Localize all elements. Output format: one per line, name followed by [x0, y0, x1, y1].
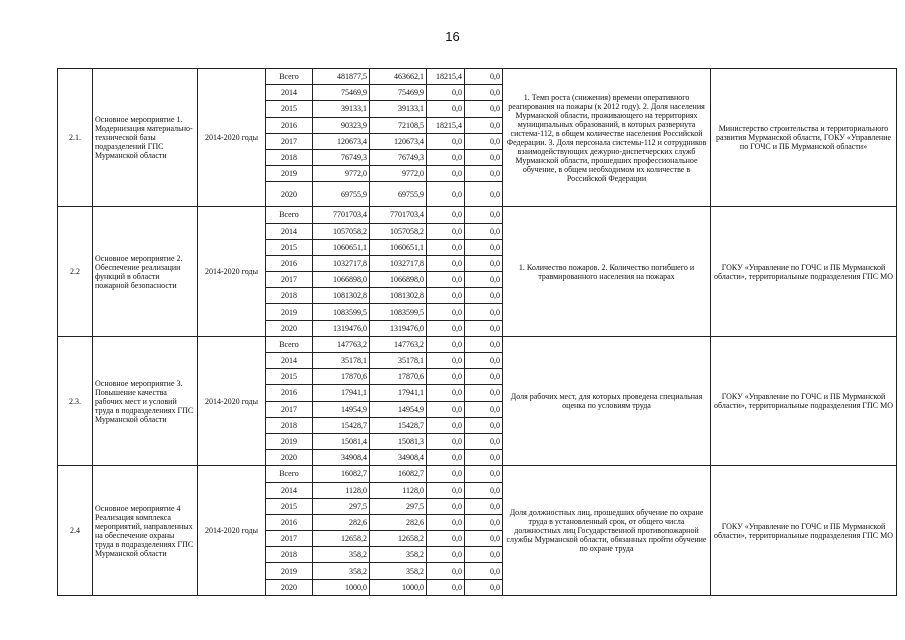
other-sources-cell: 0,0 — [465, 498, 503, 514]
total-cell: 7701703,4 — [313, 207, 370, 223]
total-cell: 15428,7 — [313, 417, 370, 433]
activity-index: 2.2 — [58, 207, 93, 337]
other-sources-cell: 0,0 — [465, 531, 503, 547]
other-sources-cell: 0,0 — [465, 563, 503, 579]
regional-budget-cell: 15428,7 — [370, 417, 427, 433]
activity-name: Основное мероприятие 1. Модернизация материально-технической базы подразделений ГПС Мурманской области — [93, 69, 198, 207]
year-cell: Всего — [266, 207, 313, 223]
regional-budget-cell: 76749,3 — [370, 149, 427, 165]
other-sources-cell: 0,0 — [465, 401, 503, 417]
total-cell: 16082,7 — [313, 466, 370, 482]
total-cell: 14954,9 — [313, 401, 370, 417]
year-cell: 2014 — [266, 482, 313, 498]
year-cell: 2018 — [266, 417, 313, 433]
total-cell: 1083599,5 — [313, 304, 370, 320]
regional-budget-cell: 1057058,2 — [370, 223, 427, 239]
year-cell: 2014 — [266, 223, 313, 239]
federal-budget-cell: 0,0 — [427, 239, 465, 255]
indicators-cell: Доля рабочих мест, для которых проведена специальная оценка по условиям труда — [503, 336, 711, 466]
year-cell: 2015 — [266, 101, 313, 117]
regional-budget-cell: 1319476,0 — [370, 320, 427, 336]
year-cell: 2019 — [266, 304, 313, 320]
other-sources-cell: 0,0 — [465, 579, 503, 595]
year-cell: Всего — [266, 69, 313, 85]
other-sources-cell: 0,0 — [465, 85, 503, 101]
activity-name: Основное мероприятие 2. Обеспечение реализации функций в области пожарной безопасности — [93, 207, 198, 337]
other-sources-cell: 0,0 — [465, 207, 503, 223]
total-cell: 15081,4 — [313, 433, 370, 449]
year-cell: 2020 — [266, 579, 313, 595]
federal-budget-cell: 0,0 — [427, 207, 465, 223]
federal-budget-cell: 0,0 — [427, 101, 465, 117]
total-cell: 1319476,0 — [313, 320, 370, 336]
table-row — [58, 466, 897, 482]
regional-budget-cell: 16082,7 — [370, 466, 427, 482]
total-cell: 39133,1 — [313, 101, 370, 117]
year-cell: 2014 — [266, 85, 313, 101]
year-cell: 2016 — [266, 117, 313, 133]
activity-period: 2014-2020 годы — [198, 336, 266, 466]
year-cell: 2018 — [266, 149, 313, 165]
year-cell: 2019 — [266, 563, 313, 579]
other-sources-cell: 0,0 — [465, 149, 503, 165]
federal-budget-cell: 0,0 — [427, 336, 465, 352]
total-cell: 1000,0 — [313, 579, 370, 595]
federal-budget-cell: 0,0 — [427, 417, 465, 433]
federal-budget-cell: 0,0 — [427, 401, 465, 417]
other-sources-cell: 0,0 — [465, 482, 503, 498]
regional-budget-cell: 120673,4 — [370, 133, 427, 149]
federal-budget-cell: 0,0 — [427, 166, 465, 182]
other-sources-cell: 0,0 — [465, 417, 503, 433]
year-cell: 2015 — [266, 498, 313, 514]
year-cell: 2020 — [266, 182, 313, 207]
federal-budget-cell: 0,0 — [427, 223, 465, 239]
year-cell: 2017 — [266, 531, 313, 547]
federal-budget-cell: 18215,4 — [427, 117, 465, 133]
page-number: 16 — [445, 29, 460, 44]
other-sources-cell: 0,0 — [465, 369, 503, 385]
total-cell: 481877,5 — [313, 69, 370, 85]
table-row — [58, 336, 897, 352]
total-cell: 90323,9 — [313, 117, 370, 133]
other-sources-cell: 0,0 — [465, 117, 503, 133]
total-cell: 1128,0 — [313, 482, 370, 498]
other-sources-cell: 0,0 — [465, 433, 503, 449]
other-sources-cell: 0,0 — [465, 166, 503, 182]
indicators-cell: 1. Темп роста (снижения) времени оперативного реагирования на пожары (к 2012 году). 2. Доля населения Мурманской области, проживающего на территориях муниципальных образований, в которых развернута система-112, в общем количестве населения Российской Федерации. 3. Доля персонала системы-112 и сотрудников взаимодействующих дежурно-диспетчерских служб Мурманской области, прошедших профессиональное обучение, в общем необходимом их количестве в Российской Федерации — [503, 69, 711, 207]
regional-budget-cell: 17941,1 — [370, 385, 427, 401]
activity-name: Основное мероприятие 4 Реализация комплекса мероприятий, направленных на обеспечение охраны труда в подразделениях ГПС Мурманской области — [93, 466, 198, 596]
table-body — [58, 69, 897, 596]
responsible-executor-cell: Министерство строительства и территориального развития Мурманской области, ГОКУ «Управление по ГОЧС и ПБ Мурманской области» — [711, 69, 897, 207]
indicators-cell: 1. Количество пожаров. 2. Количество погибшего и травмированного населения на пожарах — [503, 207, 711, 337]
year-cell: 2015 — [266, 369, 313, 385]
federal-budget-cell: 0,0 — [427, 466, 465, 482]
federal-budget-cell: 0,0 — [427, 149, 465, 165]
regional-budget-cell: 7701703,4 — [370, 207, 427, 223]
regional-budget-cell: 12658,2 — [370, 531, 427, 547]
total-cell: 297,5 — [313, 498, 370, 514]
regional-budget-cell: 358,2 — [370, 563, 427, 579]
federal-budget-cell: 0,0 — [427, 433, 465, 449]
year-cell: 2015 — [266, 239, 313, 255]
regional-budget-cell: 1083599,5 — [370, 304, 427, 320]
regional-budget-cell: 35178,1 — [370, 353, 427, 369]
federal-budget-cell: 0,0 — [427, 272, 465, 288]
table-row — [58, 69, 897, 85]
other-sources-cell: 0,0 — [465, 514, 503, 530]
total-cell: 9772,0 — [313, 166, 370, 182]
other-sources-cell: 0,0 — [465, 255, 503, 271]
regional-budget-cell: 1060651,1 — [370, 239, 427, 255]
other-sources-cell: 0,0 — [465, 304, 503, 320]
other-sources-cell: 0,0 — [465, 182, 503, 207]
federal-budget-cell: 18215,4 — [427, 69, 465, 85]
total-cell: 34908,4 — [313, 450, 370, 466]
regional-budget-cell: 15081,3 — [370, 433, 427, 449]
activity-name: Основное мероприятие 3. Повышение качества рабочих мест и условий труда в подразделениях ГПС Мурманской области — [93, 336, 198, 466]
federal-budget-cell: 0,0 — [427, 482, 465, 498]
total-cell: 75469,9 — [313, 85, 370, 101]
federal-budget-cell: 0,0 — [427, 547, 465, 563]
responsible-executor-cell: ГОКУ «Управление по ГОЧС и ПБ Мурманской области», территориальные подразделения ГПС МО — [711, 336, 897, 466]
total-cell: 282,6 — [313, 514, 370, 530]
other-sources-cell: 0,0 — [465, 336, 503, 352]
federal-budget-cell: 0,0 — [427, 450, 465, 466]
federal-budget-cell: 0,0 — [427, 320, 465, 336]
year-cell: 2018 — [266, 288, 313, 304]
federal-budget-cell: 0,0 — [427, 255, 465, 271]
other-sources-cell: 0,0 — [465, 288, 503, 304]
other-sources-cell: 0,0 — [465, 385, 503, 401]
total-cell: 147763,2 — [313, 336, 370, 352]
other-sources-cell: 0,0 — [465, 320, 503, 336]
year-cell: 2019 — [266, 166, 313, 182]
regional-budget-cell: 39133,1 — [370, 101, 427, 117]
year-cell: 2020 — [266, 320, 313, 336]
other-sources-cell: 0,0 — [465, 466, 503, 482]
other-sources-cell: 0,0 — [465, 547, 503, 563]
federal-budget-cell: 0,0 — [427, 531, 465, 547]
total-cell: 1060651,1 — [313, 239, 370, 255]
regional-budget-cell: 1081302,8 — [370, 288, 427, 304]
activity-index: 2.1. — [58, 69, 93, 207]
federal-budget-cell: 0,0 — [427, 288, 465, 304]
regional-budget-cell: 282,6 — [370, 514, 427, 530]
federal-budget-cell: 0,0 — [427, 85, 465, 101]
year-cell: 2014 — [266, 353, 313, 369]
year-cell: 2017 — [266, 401, 313, 417]
other-sources-cell: 0,0 — [465, 239, 503, 255]
federal-budget-cell: 0,0 — [427, 353, 465, 369]
year-cell: 2017 — [266, 133, 313, 149]
regional-budget-cell: 147763,2 — [370, 336, 427, 352]
regional-budget-cell: 75469,9 — [370, 85, 427, 101]
year-cell: Всего — [266, 336, 313, 352]
table-row — [58, 207, 897, 223]
year-cell: 2018 — [266, 547, 313, 563]
regional-budget-cell: 14954,9 — [370, 401, 427, 417]
federal-budget-cell: 0,0 — [427, 133, 465, 149]
total-cell: 120673,4 — [313, 133, 370, 149]
regional-budget-cell: 463662,1 — [370, 69, 427, 85]
other-sources-cell: 0,0 — [465, 353, 503, 369]
federal-budget-cell: 0,0 — [427, 304, 465, 320]
federal-budget-cell: 0,0 — [427, 563, 465, 579]
total-cell: 1081302,8 — [313, 288, 370, 304]
activity-index: 2.3. — [58, 336, 93, 466]
federal-budget-cell: 0,0 — [427, 385, 465, 401]
federal-budget-cell: 0,0 — [427, 579, 465, 595]
year-cell: 2016 — [266, 385, 313, 401]
regional-budget-cell: 1128,0 — [370, 482, 427, 498]
regional-budget-cell: 297,5 — [370, 498, 427, 514]
other-sources-cell: 0,0 — [465, 450, 503, 466]
regional-budget-cell: 9772,0 — [370, 166, 427, 182]
activity-period: 2014-2020 годы — [198, 466, 266, 596]
activity-period: 2014-2020 годы — [198, 69, 266, 207]
responsible-executor-cell: ГОКУ «Управление по ГОЧС и ПБ Мурманской области», территориальные подразделения ГПС МО — [711, 207, 897, 337]
regional-budget-cell: 1032717,8 — [370, 255, 427, 271]
regional-budget-cell: 1066898,0 — [370, 272, 427, 288]
total-cell: 1032717,8 — [313, 255, 370, 271]
activity-index: 2.4 — [58, 466, 93, 596]
responsible-executor-cell: ГОКУ «Управление по ГОЧС и ПБ Мурманской области», территориальные подразделения ГПС МО — [711, 466, 897, 596]
regional-budget-cell: 17870,6 — [370, 369, 427, 385]
indicators-cell: Доля должностных лиц, прошедших обучение по охране труда в установленный срок, от общего числа должностных лиц Государственной противопожарной службы Мурманской области, обязанных пройти обучение по охране труда — [503, 466, 711, 596]
total-cell: 358,2 — [313, 547, 370, 563]
year-cell: 2019 — [266, 433, 313, 449]
total-cell: 12658,2 — [313, 531, 370, 547]
program-activities-table — [57, 68, 897, 596]
activity-period: 2014-2020 годы — [198, 207, 266, 337]
other-sources-cell: 0,0 — [465, 69, 503, 85]
regional-budget-cell: 69755,9 — [370, 182, 427, 207]
year-cell: Всего — [266, 466, 313, 482]
total-cell: 76749,3 — [313, 149, 370, 165]
regional-budget-cell: 72108,5 — [370, 117, 427, 133]
year-cell: 2016 — [266, 514, 313, 530]
federal-budget-cell: 0,0 — [427, 498, 465, 514]
regional-budget-cell: 358,2 — [370, 547, 427, 563]
total-cell: 17870,6 — [313, 369, 370, 385]
year-cell: 2020 — [266, 450, 313, 466]
total-cell: 35178,1 — [313, 353, 370, 369]
federal-budget-cell: 0,0 — [427, 182, 465, 207]
total-cell: 1057058,2 — [313, 223, 370, 239]
total-cell: 1066898,0 — [313, 272, 370, 288]
federal-budget-cell: 0,0 — [427, 514, 465, 530]
other-sources-cell: 0,0 — [465, 223, 503, 239]
total-cell: 69755,9 — [313, 182, 370, 207]
total-cell: 358,2 — [313, 563, 370, 579]
other-sources-cell: 0,0 — [465, 101, 503, 117]
other-sources-cell: 0,0 — [465, 272, 503, 288]
year-cell: 2017 — [266, 272, 313, 288]
federal-budget-cell: 0,0 — [427, 369, 465, 385]
regional-budget-cell: 1000,0 — [370, 579, 427, 595]
year-cell: 2016 — [266, 255, 313, 271]
other-sources-cell: 0,0 — [465, 133, 503, 149]
total-cell: 17941,1 — [313, 385, 370, 401]
regional-budget-cell: 34908,4 — [370, 450, 427, 466]
